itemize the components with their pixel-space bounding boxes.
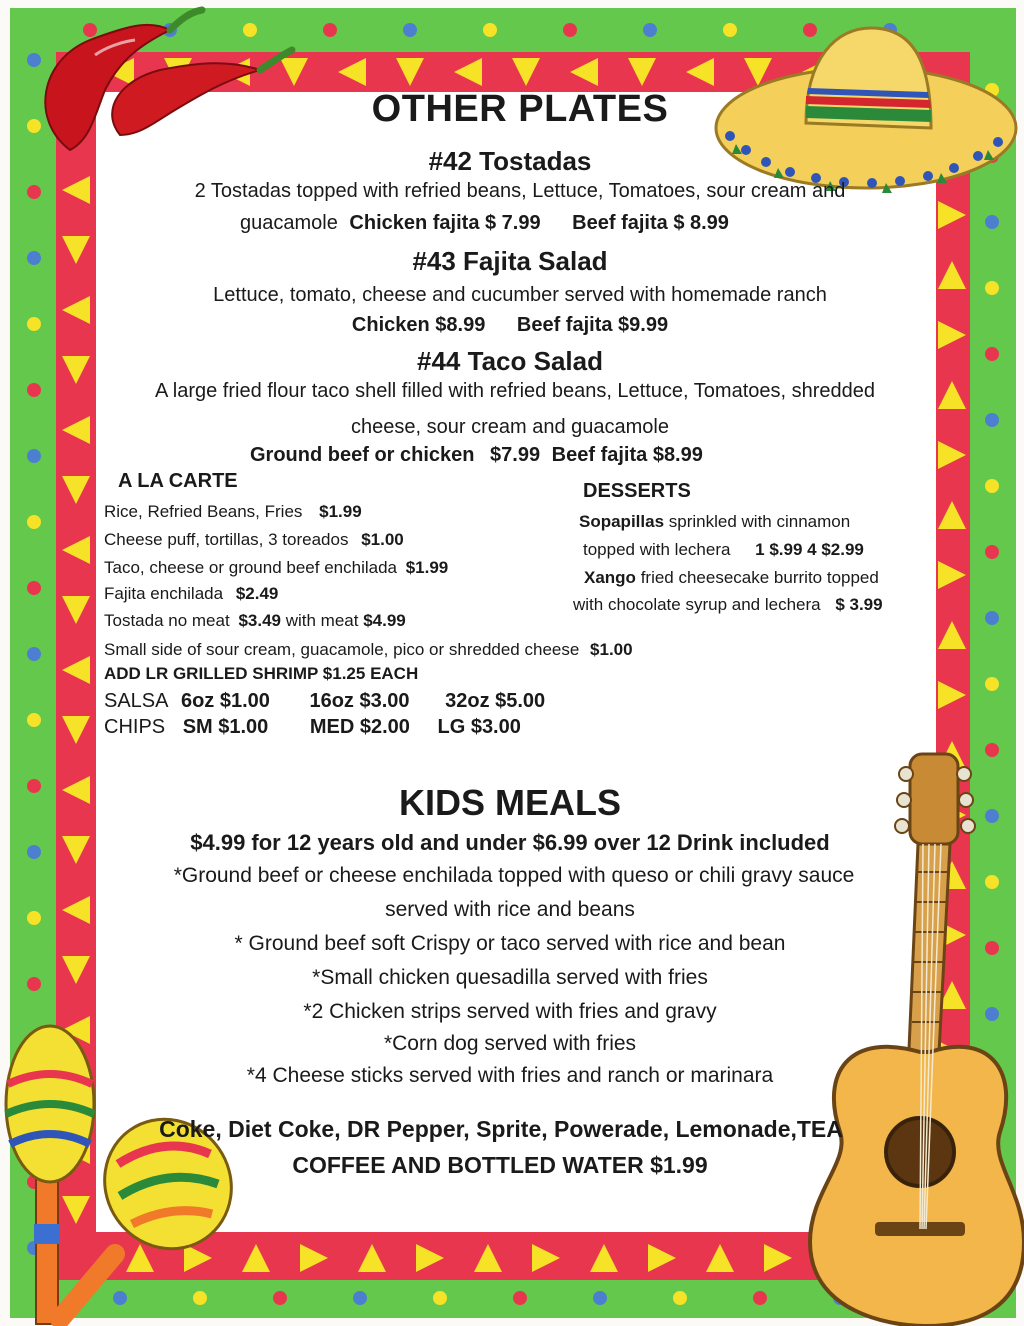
fajita-salad-price-beef: Beef fajita $9.99 <box>516 314 669 336</box>
sopapillas-desc-line2: topped with lechera <box>583 540 731 559</box>
carte-item-name: Rice, Refried Beans, Fries <box>104 502 303 521</box>
carte-item-price: $3.49 <box>238 611 281 630</box>
chips-label: CHIPS <box>104 716 166 738</box>
taco-salad-desc-line1: A large fried flour taco shell filled with refried beans, Lettuce, Tomatoes, shredded <box>154 380 876 402</box>
salsa-size-large: 32oz $5.00 <box>445 690 546 712</box>
border-dot <box>27 713 41 727</box>
carte-item-name: Tostada no meat <box>104 611 230 630</box>
border-dot <box>273 1291 287 1305</box>
desserts-title: DESSERTS <box>583 480 691 502</box>
chips-row <box>104 716 521 739</box>
border-dot <box>483 23 497 37</box>
kids-meals-pricing: $4.99 for 12 years old and under $6.99 over 12 Drink included <box>190 830 830 855</box>
salsa-row <box>104 690 545 713</box>
carte-item-name: Fajita enchilada <box>104 584 224 603</box>
border-dot <box>753 1291 767 1305</box>
border-dot <box>593 1291 607 1305</box>
border-dot <box>985 281 999 295</box>
border-dot <box>27 779 41 793</box>
border-dot <box>433 1291 447 1305</box>
border-dot <box>27 911 41 925</box>
kids-meal-item: served with rice and beans <box>385 898 635 921</box>
kids-meal-item: *2 Chicken strips served with fries and gravy <box>303 1000 717 1023</box>
carte-item <box>104 502 362 522</box>
fajita-salad-price-chicken: Chicken $8.99 <box>351 314 486 336</box>
border-dot <box>27 251 41 265</box>
kids-meals-title: KIDS MEALS <box>398 782 621 823</box>
salsa-size-medium: 16oz $3.00 <box>309 690 410 712</box>
border-dot <box>27 515 41 529</box>
carte-item <box>104 530 404 550</box>
border-dot <box>27 317 41 331</box>
taco-salad-price-amount: $7.99 <box>490 444 541 466</box>
carte-item-name: Small side of sour cream, guacamole, pico or shredded cheese <box>104 640 580 659</box>
tostadas-desc-line2: guacamole <box>240 212 338 234</box>
taco-salad-price-beef: Beef fajita $8.99 <box>551 444 703 466</box>
other-plates-title: OTHER PLATES <box>371 88 669 130</box>
tostadas-price-chicken: Chicken fajita $ 7.99 <box>349 212 541 234</box>
kids-meal-item: *4 Cheese sticks served with fries and ranch or marinara <box>246 1064 774 1087</box>
border-dot <box>985 479 999 493</box>
border-dot <box>673 1291 687 1305</box>
chips-size-small: SM $1.00 <box>182 716 269 738</box>
border-dot <box>985 611 999 625</box>
tostadas-desc-line1: 2 Tostadas topped with refried beans, Lettuce, Tomatoes, sour cream and <box>194 180 846 202</box>
chili-peppers-icon <box>10 0 300 170</box>
taco-salad-name: #44 Taco Salad <box>417 346 603 376</box>
xango-line1 <box>584 568 879 588</box>
carte-item-price: $2.49 <box>235 584 279 603</box>
carte-item <box>104 584 278 604</box>
sopapillas-name: Sopapillas <box>579 512 665 531</box>
border-dot <box>27 845 41 859</box>
chips-size-large: LG $3.00 <box>437 716 521 738</box>
taco-salad-prices <box>250 444 703 467</box>
sopapillas-line2 <box>583 540 864 560</box>
sopapillas-desc: sprinkled with cinnamon <box>668 512 851 531</box>
border-dot <box>643 23 657 37</box>
fajita-salad-name: #43 Fajita Salad <box>412 246 608 276</box>
border-dot <box>985 413 999 427</box>
border-dot <box>985 215 999 229</box>
border-dot <box>403 23 417 37</box>
carte-item-name: Taco, cheese or ground beef enchilada <box>104 558 397 577</box>
border-dot <box>985 347 999 361</box>
sopapillas-line1 <box>579 512 850 532</box>
carte-item-extra: with meat <box>285 611 359 630</box>
carte-item-name: Cheese puff, tortillas, 3 toreados <box>104 530 349 549</box>
tostadas-name: #42 Tostadas <box>428 146 592 176</box>
drinks-line1: Coke, Diet Coke, DR Pepper, Sprite, Powerade, Lemonade,TEA <box>159 1116 843 1142</box>
sopapillas-price: 1 $.99 4 $2.99 <box>755 540 864 559</box>
border-dot <box>27 185 41 199</box>
carte-item-price: $1.99 <box>319 502 362 521</box>
tostadas-price-beef: Beef fajita $ 8.99 <box>572 212 729 234</box>
border-dot <box>513 1291 527 1305</box>
fajita-salad-desc: Lettuce, tomato, cheese and cucumber served with homemade ranch <box>213 284 827 306</box>
salsa-size-small: 6oz $1.00 <box>180 690 270 712</box>
xango-name: Xango <box>584 568 636 587</box>
carte-item-price: $1.99 <box>405 558 449 577</box>
border-dot <box>27 647 41 661</box>
a-la-carte-title: A LA CARTE <box>118 470 238 492</box>
border-dot <box>985 545 999 559</box>
border-dot <box>563 23 577 37</box>
kids-meal-item: * Ground beef soft Crispy or taco served with rice and bean <box>234 932 786 955</box>
carte-item-price: $1.00 <box>590 640 633 659</box>
xango-line2 <box>573 595 883 615</box>
taco-salad-price-label: Ground beef or chicken <box>250 444 475 466</box>
chips-size-medium: MED $2.00 <box>309 716 410 738</box>
tostadas-desc-line2-row <box>240 212 729 235</box>
kids-meal-item: *Small chicken quesadilla served with fries <box>312 966 708 989</box>
xango-desc-line2: with chocolate syrup and lechera <box>573 595 821 614</box>
xango-desc: fried cheesecake burrito topped <box>640 568 879 587</box>
carte-item <box>104 611 406 631</box>
xango-price: $ 3.99 <box>835 595 883 614</box>
taco-salad-desc-line2: cheese, sour cream and guacamole <box>351 416 669 438</box>
border-dot <box>27 449 41 463</box>
border-dot <box>27 977 41 991</box>
border-dot <box>27 383 41 397</box>
salsa-label: SALSA <box>104 690 168 712</box>
kids-meal-item: *Ground beef or cheese enchilada topped with queso or chili gravy sauce <box>173 864 855 887</box>
carte-item <box>104 640 633 660</box>
border-dot <box>353 1291 367 1305</box>
fajita-salad-prices <box>230 314 790 337</box>
drinks-line2: COFFEE AND BOTTLED WATER $1.99 <box>292 1152 708 1178</box>
border-dot <box>27 581 41 595</box>
kids-meal-item: *Corn dog served with fries <box>383 1032 637 1055</box>
border-dot <box>985 677 999 691</box>
carte-item-price: $1.00 <box>361 530 404 549</box>
border-dot <box>323 23 337 37</box>
shrimp-addon: ADD LR GRILLED SHRIMP $1.25 EACH <box>104 664 419 683</box>
carte-item-extra-price: $4.99 <box>363 611 406 630</box>
carte-item <box>104 558 448 578</box>
